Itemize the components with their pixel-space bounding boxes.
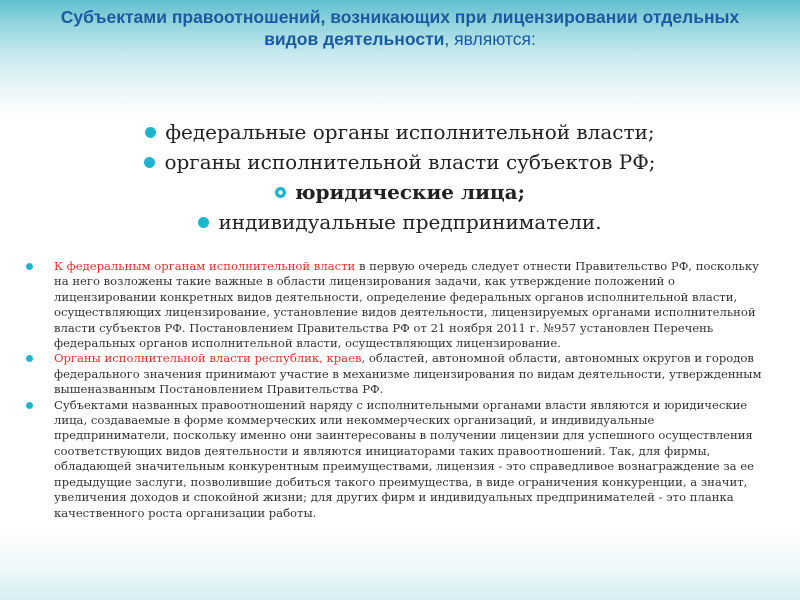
- bullet-icon: [26, 355, 33, 362]
- slide-title-normal: , являются:: [444, 29, 536, 49]
- body-text: [26, 259, 766, 521]
- paragraph-highlight: Органы исполнительной власти республик, краев: [54, 351, 362, 366]
- subjects-list-item-text: юридические лица;: [294, 180, 526, 204]
- subjects-list-item: [40, 117, 760, 147]
- paragraph-highlight: К федеральным органам исполнительной власти: [54, 259, 356, 273]
- slide-title-bold: Субъектами правоотношений, возникающих при лицензировании отдельных видов деятельности: [60, 7, 740, 49]
- paragraph-text: Субъектами названных правоотношений наряду с исполнительными органами власти являются и юридические лица, создаваемые в форме коммерческих или некоммерческих организаций, и индивидуальные предприниматели, поскольку именно они заинтересованы в получении лицензии для успешного осуществления соответствующих видов деятельности и являются инициаторами таких правоотношений. Так, для фирмы, обладающей значительным конкурентным преимуществами, лицензия - это справедливое вознаграждение за ее предыдущие заслуги, позволившие добиться такого преимущества, в виде ограничения конкуренции, а значит, увеличения доходов и спокойной жизни; для других фирм и индивидуальных предпринимателей - это планка качественного роста организации работы.: [54, 397, 754, 520]
- bullet-icon: [26, 402, 33, 409]
- bullet-icon: [26, 263, 33, 270]
- paragraph-text: в первую очередь следует отнести Правительство РФ, поскольку на него возложены такие важные в области лицензирования задачи, как утверждение положений о лицензировании конкретных видов деятельности, определение федеральных органов исполнительной власти, осуществляющих лицензирование, установление видов деятельности, лицензируемых органами исполнительной власти субъектов РФ. Постановлением Правительства РФ от 21 ноября 2011 г. №957 установлен Перечень федеральных органов исполнительной власти, осуществляющих лицензирование.: [54, 259, 759, 351]
- subjects-list-item-text: органы исполнительной власти субъектов РФ;: [164, 150, 656, 174]
- bullet-icon: [275, 187, 286, 198]
- bullet-icon: [144, 157, 155, 168]
- subjects-list-item: [40, 147, 760, 177]
- paragraph-regional-bodies: [26, 351, 766, 397]
- subjects-list-item-text: индивидуальные предприниматели.: [218, 210, 602, 234]
- subjects-list-item-text: федеральные органы исполнительной власти;: [165, 120, 655, 144]
- footer-gradient: [0, 530, 800, 600]
- paragraph-legal-entities: [26, 398, 766, 521]
- subjects-list: [40, 117, 760, 237]
- paragraph-text: , областей, автономной области, автономных округов и городов федерального значения принимают участие в механизме лицензирования по видам деятельности, утвержденным вышеназванным Постановлением Правительства РФ.: [54, 351, 762, 397]
- bullet-icon: [198, 217, 209, 228]
- subjects-list-item: [40, 177, 760, 207]
- paragraph-federal-bodies: [26, 259, 766, 351]
- slide-title: [40, 6, 760, 50]
- subjects-list-item: [40, 207, 760, 237]
- bullet-icon: [145, 127, 156, 138]
